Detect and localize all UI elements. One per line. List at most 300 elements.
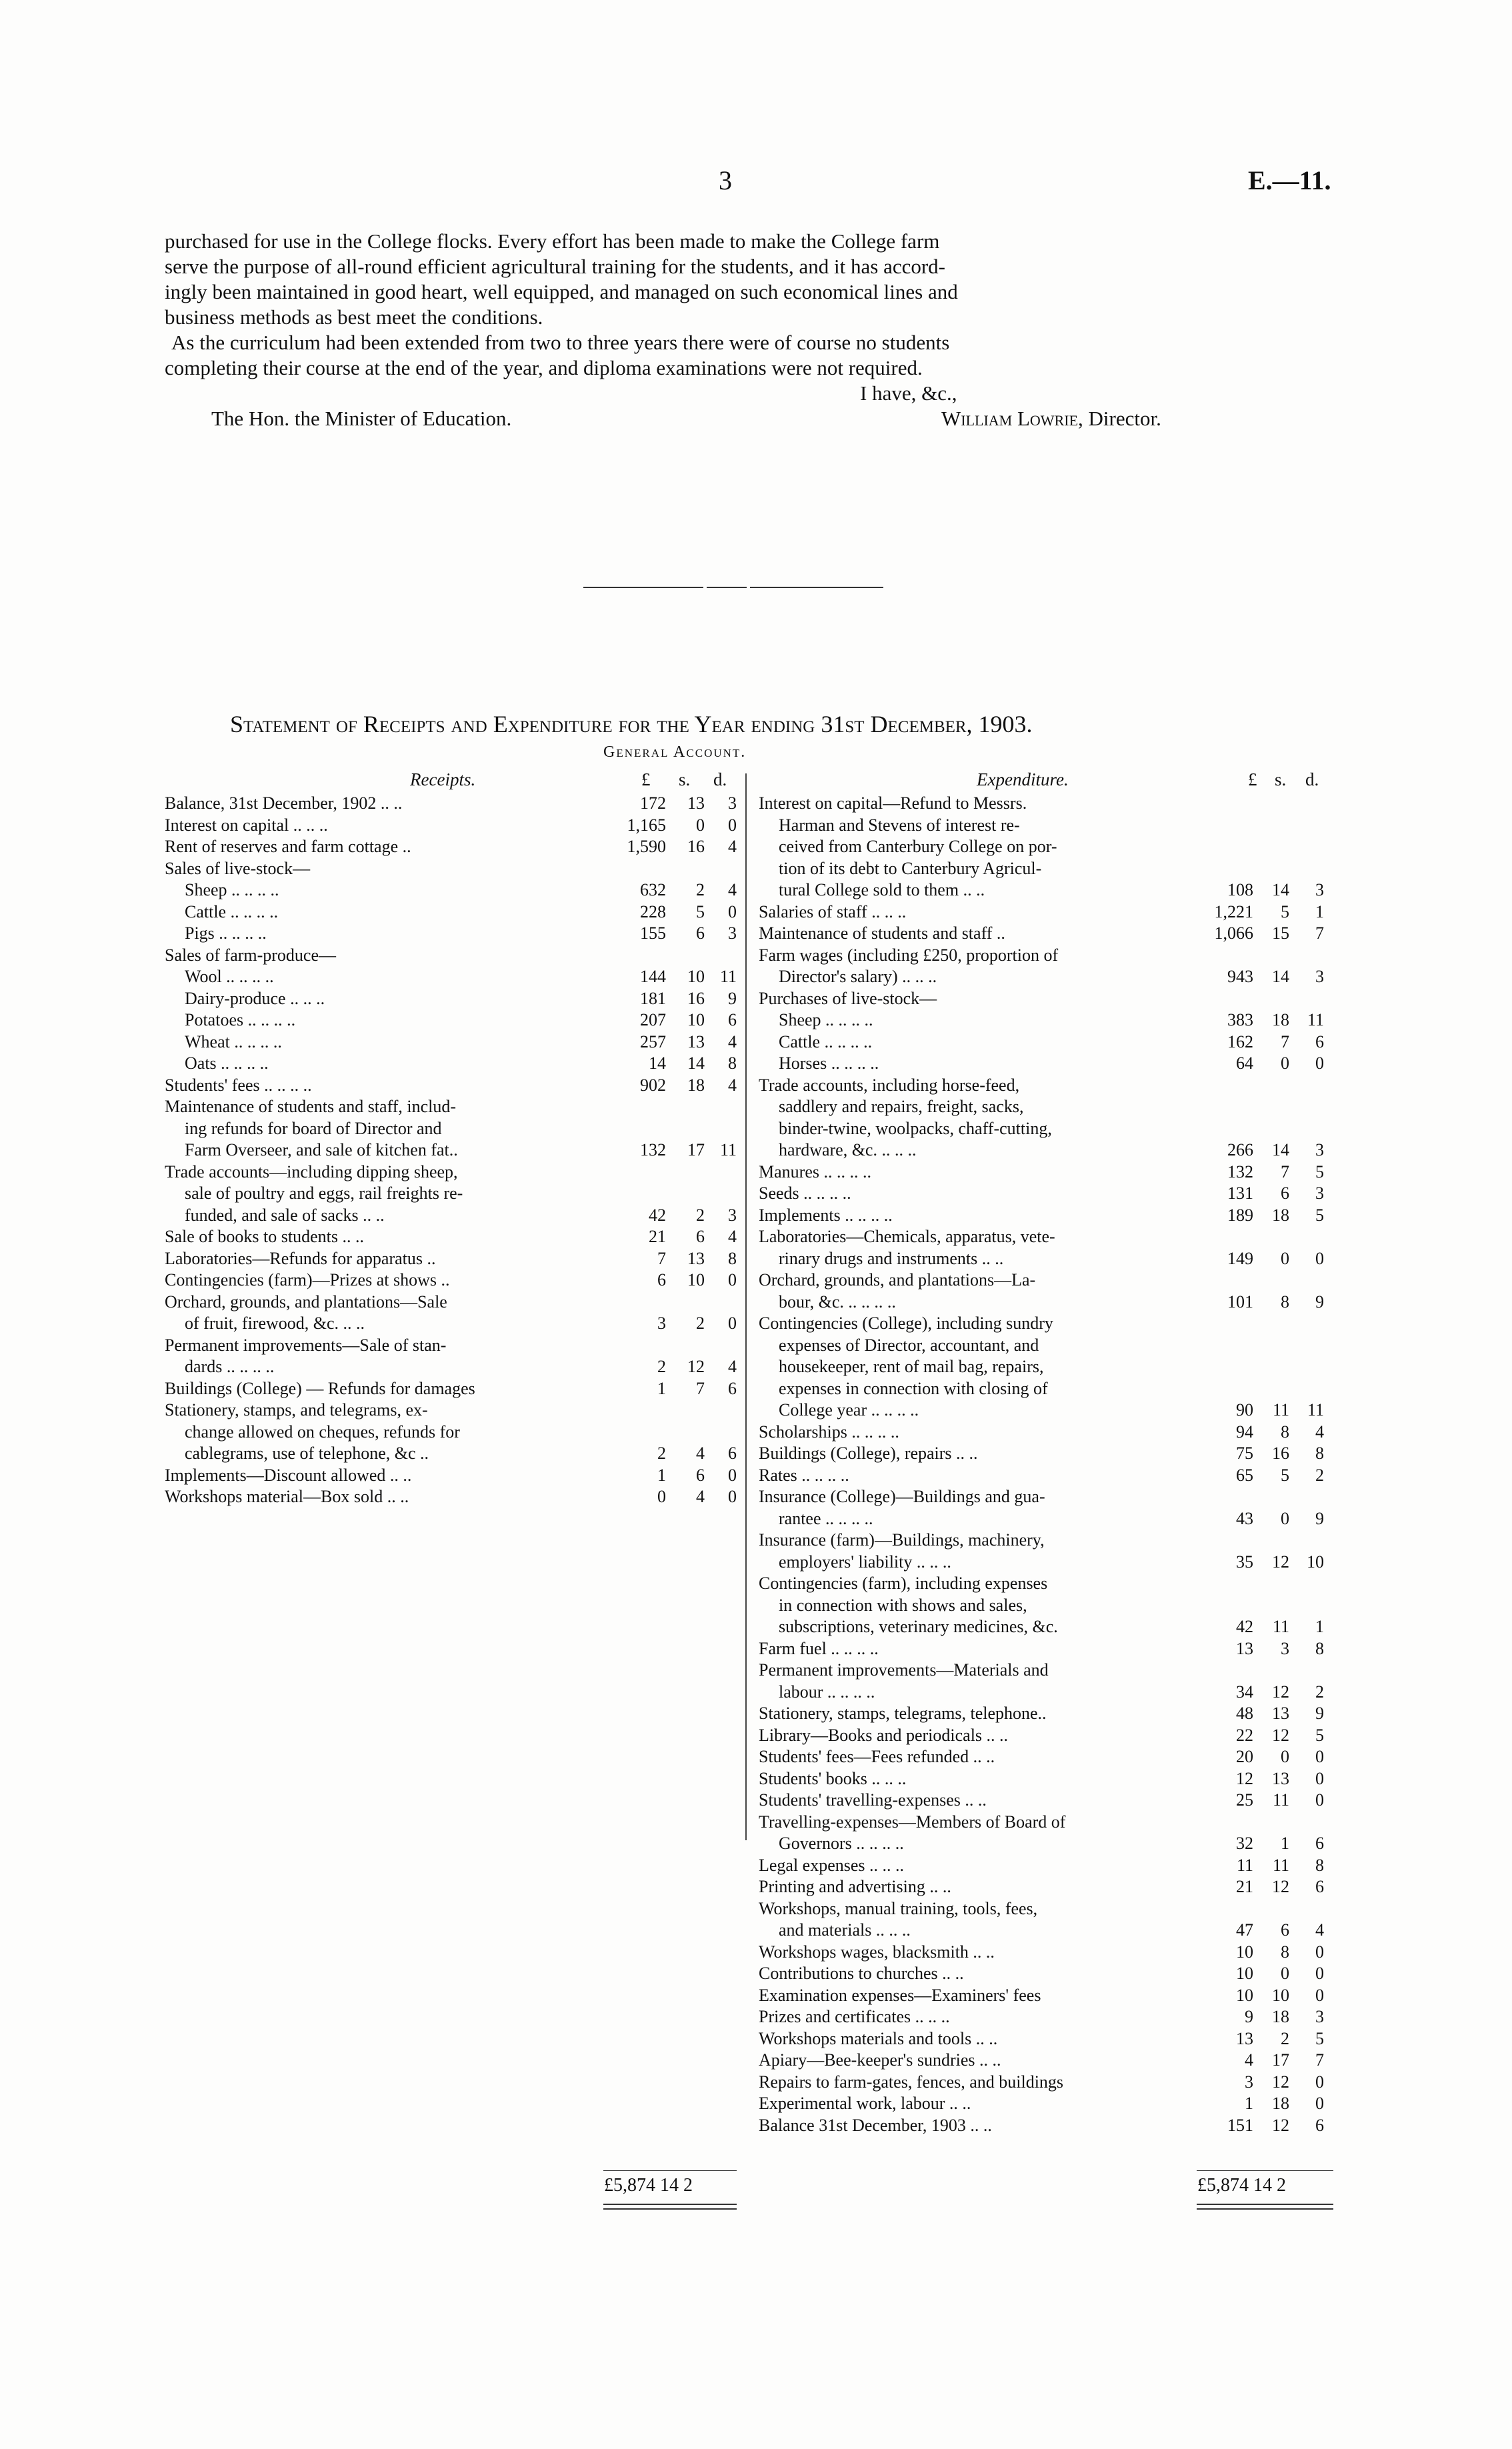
table-row bbox=[165, 1270, 738, 1292]
closing-phrase: I have, &c., bbox=[860, 381, 957, 405]
row-label: change allowed on cheques, refunds for bbox=[185, 1422, 460, 1442]
table-row bbox=[165, 1422, 738, 1444]
row-label: ing refunds for board of Director and bbox=[185, 1118, 442, 1138]
amount-shillings: 6 bbox=[1281, 1920, 1289, 1940]
amount-pence: 5 bbox=[1315, 2028, 1324, 2048]
table-row bbox=[759, 2115, 1332, 2137]
amount-pence: 11 bbox=[1307, 1400, 1324, 1420]
amount-pence: 0 bbox=[728, 815, 737, 835]
row-label: Workshops, manual training, tools, fees, bbox=[759, 1898, 1038, 1918]
amount-pence: 6 bbox=[1315, 1834, 1324, 1853]
amount-pence: 3 bbox=[1315, 967, 1324, 986]
row-label: Insurance (farm)—Buildings, machinery, bbox=[759, 1530, 1045, 1550]
amount-shillings: 12 bbox=[1272, 2115, 1289, 2135]
amount-shillings: 11 bbox=[1272, 1855, 1289, 1875]
row-label: Manures .. .. .. .. bbox=[759, 1161, 871, 1181]
table-row bbox=[759, 1616, 1332, 1638]
row-label: Interest on capital .. .. .. bbox=[165, 815, 328, 835]
table-row bbox=[759, 945, 1332, 967]
row-label: Horses .. .. .. .. bbox=[779, 1053, 879, 1073]
section-divider bbox=[707, 587, 747, 588]
amount-shillings: 13 bbox=[1272, 1768, 1289, 1788]
amount-pence: 3 bbox=[728, 923, 737, 943]
amount-shillings: 0 bbox=[696, 815, 705, 835]
table-row bbox=[165, 901, 738, 923]
amount-shillings: 12 bbox=[1272, 1725, 1289, 1745]
amount-pounds: 12 bbox=[1236, 1768, 1253, 1788]
row-label: Trade accounts—including dipping sheep, bbox=[165, 1161, 458, 1181]
amount-shillings: 11 bbox=[1272, 1617, 1289, 1636]
amount-pence: 0 bbox=[1315, 2094, 1324, 2113]
table-row bbox=[759, 2093, 1332, 2115]
table-row bbox=[759, 1725, 1332, 1747]
receipts-heading: Receipts. bbox=[410, 769, 476, 789]
expenditure-total: £5,874 14 2 bbox=[1197, 2175, 1286, 2196]
amount-shillings: 3 bbox=[1281, 1638, 1289, 1658]
amount-pounds: 149 bbox=[1227, 1248, 1253, 1268]
table-row bbox=[165, 793, 738, 815]
table-row bbox=[165, 1313, 738, 1335]
amount-pence: 0 bbox=[1315, 1248, 1324, 1268]
row-label: tural College sold to them .. .. bbox=[779, 880, 985, 899]
amount-shillings: 6 bbox=[696, 1465, 705, 1485]
row-label: Wheat .. .. .. .. bbox=[185, 1031, 282, 1051]
row-label: Balance, 31st December, 1902 .. .. bbox=[165, 793, 403, 813]
row-label: of fruit, firewood, &c. .. .. bbox=[185, 1314, 365, 1333]
paragraph-line: serve the purpose of all-round efficient agricultural training for the students, and it has accord- bbox=[165, 255, 945, 278]
row-label: Potatoes .. .. .. .. bbox=[185, 1010, 296, 1029]
table-row bbox=[759, 1270, 1332, 1292]
section-divider bbox=[750, 587, 883, 588]
table-row bbox=[165, 879, 738, 901]
row-label: Interest on capital—Refund to Messrs. bbox=[759, 793, 1027, 813]
amount-shillings: 2 bbox=[1281, 2028, 1289, 2048]
amount-pounds: 383 bbox=[1227, 1010, 1253, 1029]
row-label: Orchard, grounds, and plantations—Sale bbox=[165, 1292, 447, 1312]
table-row bbox=[165, 1443, 738, 1465]
total-rule bbox=[1197, 2170, 1333, 2171]
paragraph-2 bbox=[165, 330, 1328, 381]
table-row bbox=[759, 1139, 1332, 1161]
amount-shillings: 18 bbox=[1272, 2094, 1289, 2113]
expenditure-heading: Expenditure. bbox=[977, 769, 1069, 789]
row-label: Sheep .. .. .. .. bbox=[185, 880, 279, 899]
row-label: Students' travelling-expenses .. .. bbox=[759, 1790, 987, 1810]
amount-pence: 1 bbox=[1315, 1617, 1324, 1636]
amount-pounds: 4 bbox=[1245, 2050, 1253, 2070]
amount-pence: 4 bbox=[728, 1357, 737, 1376]
amount-pence: 4 bbox=[728, 880, 737, 899]
row-label: dards .. .. .. .. bbox=[185, 1357, 275, 1376]
total-double-rule bbox=[1197, 2204, 1333, 2205]
statement-title bbox=[230, 710, 1033, 738]
table-row bbox=[759, 836, 1332, 858]
table-row bbox=[759, 1660, 1332, 1682]
row-label: Rent of reserves and farm cottage .. bbox=[165, 837, 411, 856]
amount-shillings: 12 bbox=[1272, 1682, 1289, 1702]
table-row bbox=[759, 1963, 1332, 1985]
row-label: and materials .. .. .. bbox=[779, 1920, 911, 1940]
amount-pounds: 43 bbox=[1236, 1508, 1253, 1528]
amount-shillings: 6 bbox=[696, 1227, 705, 1246]
table-row bbox=[759, 1595, 1332, 1617]
amount-shillings: 5 bbox=[1281, 1465, 1289, 1485]
table-row bbox=[165, 1248, 738, 1270]
amount-pounds: 22 bbox=[1236, 1725, 1253, 1745]
table-row bbox=[165, 1031, 738, 1053]
row-label: Balance 31st December, 1903 .. .. bbox=[759, 2115, 992, 2135]
amount-pounds: 902 bbox=[640, 1075, 666, 1095]
amount-pounds: 7 bbox=[657, 1248, 666, 1268]
table-row bbox=[759, 1768, 1332, 1790]
row-label: Stationery, stamps, and telegrams, ex- bbox=[165, 1400, 428, 1420]
table-row bbox=[165, 1118, 738, 1140]
row-label: expenses of Director, accountant, and bbox=[779, 1335, 1039, 1355]
pence-header: d. bbox=[1305, 769, 1319, 789]
table-row bbox=[759, 1638, 1332, 1660]
amount-shillings: 10 bbox=[687, 1010, 705, 1029]
amount-shillings: 2 bbox=[696, 880, 705, 899]
table-row bbox=[759, 1378, 1332, 1400]
table-row bbox=[165, 1378, 738, 1400]
amount-shillings: 13 bbox=[687, 1248, 705, 1268]
amount-pounds: 1 bbox=[657, 1378, 666, 1398]
amount-pounds: 207 bbox=[640, 1010, 666, 1029]
amount-pence: 3 bbox=[1315, 1140, 1324, 1159]
table-row bbox=[759, 1552, 1332, 1574]
row-label: Scholarships .. .. .. .. bbox=[759, 1422, 899, 1442]
amount-pounds: 35 bbox=[1236, 1552, 1253, 1572]
table-row bbox=[165, 1486, 738, 1508]
table-row bbox=[759, 1876, 1332, 1898]
amount-shillings: 2 bbox=[696, 1205, 705, 1225]
amount-pence: 3 bbox=[1315, 880, 1324, 899]
amount-shillings: 14 bbox=[687, 1053, 705, 1073]
amount-shillings: 12 bbox=[1272, 2072, 1289, 2092]
amount-pounds: 65 bbox=[1236, 1465, 1253, 1485]
amount-shillings: 5 bbox=[1281, 901, 1289, 921]
amount-pounds: 1 bbox=[657, 1465, 666, 1485]
table-row bbox=[165, 1096, 738, 1118]
paragraph-line: completing their course at the end of the year, and diploma examinations were not required. bbox=[165, 356, 923, 379]
amount-pounds: 266 bbox=[1227, 1140, 1253, 1159]
amount-pounds: 75 bbox=[1236, 1444, 1253, 1463]
amount-pence: 8 bbox=[728, 1053, 737, 1073]
amount-pence: 0 bbox=[1315, 1942, 1324, 1962]
row-label: Apiary—Bee-keeper's sundries .. .. bbox=[759, 2050, 1001, 2070]
amount-pounds: 3 bbox=[1245, 2072, 1253, 2092]
amount-pounds: 2 bbox=[657, 1444, 666, 1463]
row-label: Farm wages (including £250, proportion of bbox=[759, 945, 1059, 965]
amount-pounds: 10 bbox=[1236, 1964, 1253, 1983]
amount-shillings: 8 bbox=[1281, 1942, 1289, 1962]
amount-pence: 5 bbox=[1315, 1205, 1324, 1225]
signature-title: , Director. bbox=[1078, 407, 1161, 430]
amount-pence: 3 bbox=[728, 1205, 737, 1225]
row-label: Contributions to churches .. .. bbox=[759, 1964, 964, 1983]
row-label: Permanent improvements—Sale of stan- bbox=[165, 1335, 447, 1355]
amount-pounds: 14 bbox=[649, 1053, 666, 1073]
row-label: Seeds .. .. .. .. bbox=[759, 1183, 851, 1203]
table-row bbox=[759, 1443, 1332, 1465]
amount-shillings: 4 bbox=[696, 1487, 705, 1506]
row-label: Buildings (College), repairs .. .. bbox=[759, 1444, 978, 1463]
amount-shillings: 11 bbox=[1272, 1400, 1289, 1420]
table-row bbox=[165, 1226, 738, 1248]
table-row bbox=[759, 879, 1332, 901]
table-row bbox=[759, 1573, 1332, 1595]
amount-pence: 4 bbox=[728, 837, 737, 856]
paragraph-line: business methods as best meet the conditions. bbox=[165, 305, 543, 329]
row-label: Contingencies (farm)—Prizes at shows .. bbox=[165, 1270, 450, 1290]
amount-shillings: 18 bbox=[687, 1075, 705, 1095]
table-row bbox=[759, 2072, 1332, 2094]
amount-shillings: 12 bbox=[1272, 1877, 1289, 1896]
row-label: Workshops material—Box sold .. .. bbox=[165, 1487, 409, 1506]
amount-pence: 9 bbox=[728, 988, 737, 1008]
amount-pence: 6 bbox=[728, 1010, 737, 1029]
amount-pounds: 94 bbox=[1236, 1422, 1253, 1442]
amount-pence: 9 bbox=[1315, 1292, 1324, 1312]
amount-pounds: 47 bbox=[1236, 1920, 1253, 1940]
column-divider bbox=[745, 773, 747, 1840]
amount-pence: 4 bbox=[1315, 1920, 1324, 1940]
amount-shillings: 15 bbox=[1272, 923, 1289, 943]
table-row bbox=[759, 1335, 1332, 1357]
table-row bbox=[759, 1400, 1332, 1422]
table-row bbox=[165, 1139, 738, 1161]
amount-shillings: 13 bbox=[1272, 1704, 1289, 1723]
amount-pence: 4 bbox=[728, 1031, 737, 1051]
amount-pounds: 42 bbox=[649, 1205, 666, 1225]
amount-pence: 5 bbox=[1315, 1725, 1324, 1745]
amount-pence: 8 bbox=[1315, 1855, 1324, 1875]
table-row bbox=[759, 1790, 1332, 1812]
table-row bbox=[165, 858, 738, 880]
row-label: Sale of books to students .. .. bbox=[165, 1227, 364, 1246]
row-label: hardware, &c. .. .. .. bbox=[779, 1140, 917, 1159]
row-label: Pigs .. .. .. .. bbox=[185, 923, 267, 943]
report-reference: E.—11. bbox=[1248, 165, 1331, 195]
amount-pounds: 632 bbox=[640, 880, 666, 899]
table-row bbox=[759, 1118, 1332, 1140]
row-label: Farm Overseer, and sale of kitchen fat.. bbox=[185, 1140, 458, 1159]
row-label: ceived from Canterbury College on por- bbox=[779, 837, 1057, 856]
amount-pence: 3 bbox=[728, 793, 737, 813]
table-row bbox=[759, 1898, 1332, 1920]
table-row bbox=[759, 2006, 1332, 2028]
amount-pence: 7 bbox=[1315, 923, 1324, 943]
amount-pounds: 189 bbox=[1227, 1205, 1253, 1225]
shillings-header: s. bbox=[1275, 769, 1287, 789]
table-row bbox=[165, 1161, 738, 1183]
shillings-header: s. bbox=[679, 769, 691, 789]
row-label: Maintenance of students and staff .. bbox=[759, 923, 1005, 943]
amount-pence: 4 bbox=[728, 1075, 737, 1095]
expenditure-table bbox=[759, 793, 1332, 2136]
row-label: subscriptions, veterinary medicines, &c. bbox=[779, 1617, 1058, 1636]
signature bbox=[941, 407, 1161, 431]
amount-pounds: 144 bbox=[640, 967, 666, 986]
amount-pence: 0 bbox=[728, 901, 737, 921]
amount-pounds: 1,165 bbox=[627, 815, 666, 835]
row-label: Cattle .. .. .. .. bbox=[779, 1031, 873, 1051]
row-label: Oats .. .. .. .. bbox=[185, 1053, 269, 1073]
amount-pence: 0 bbox=[728, 1314, 737, 1333]
addressee: The Hon. the Minister of Education. bbox=[211, 407, 512, 430]
amount-pence: 2 bbox=[1315, 1682, 1324, 1702]
row-label: Students' books .. .. .. bbox=[759, 1768, 907, 1788]
row-label: Students' fees—Fees refunded .. .. bbox=[759, 1747, 995, 1766]
amount-shillings: 14 bbox=[1272, 880, 1289, 899]
table-row bbox=[759, 1812, 1332, 1834]
amount-pounds: 25 bbox=[1236, 1790, 1253, 1810]
table-row bbox=[759, 793, 1332, 815]
table-row bbox=[759, 1855, 1332, 1877]
amount-pence: 0 bbox=[1315, 1964, 1324, 1983]
row-label: Maintenance of students and staff, includ- bbox=[165, 1097, 457, 1116]
amount-shillings: 7 bbox=[1281, 1031, 1289, 1051]
row-label: Insurance (College)—Buildings and gua- bbox=[759, 1487, 1045, 1506]
row-label: Cattle .. .. .. .. bbox=[185, 901, 279, 921]
row-label: sale of poultry and eggs, rail freights re- bbox=[185, 1183, 463, 1203]
receipts-total: £5,874 14 2 bbox=[604, 2175, 693, 2196]
table-row bbox=[165, 945, 738, 967]
table-row bbox=[759, 1205, 1332, 1227]
amount-shillings: 16 bbox=[687, 988, 705, 1008]
signature-name: William Lowrie bbox=[941, 407, 1079, 430]
amount-pence: 9 bbox=[1315, 1704, 1324, 1723]
statement-title-text: Statement of Receipts and Expenditure for the Year ending 31st December, 1903. bbox=[230, 711, 1033, 737]
statement-subtitle: General Account. bbox=[603, 743, 747, 761]
paragraph-line: As the curriculum had been extended from two to three years there were of course no students bbox=[171, 331, 950, 354]
row-label: College year .. .. .. .. bbox=[779, 1400, 919, 1420]
table-row bbox=[759, 1682, 1332, 1704]
amount-pounds: 132 bbox=[1227, 1161, 1253, 1181]
table-row bbox=[165, 1400, 738, 1422]
amount-shillings: 11 bbox=[1272, 1790, 1289, 1810]
table-row bbox=[165, 815, 738, 837]
row-label: Printing and advertising .. .. bbox=[759, 1877, 951, 1896]
row-label: Workshops materials and tools .. .. bbox=[759, 2028, 998, 2048]
amount-shillings: 1 bbox=[1281, 1834, 1289, 1853]
amount-pounds: 172 bbox=[640, 793, 666, 813]
table-row bbox=[759, 815, 1332, 837]
row-label: Orchard, grounds, and plantations—La- bbox=[759, 1270, 1036, 1290]
row-label: Wool .. .. .. .. bbox=[185, 967, 274, 986]
amount-shillings: 18 bbox=[1272, 1205, 1289, 1225]
row-label: Salaries of staff .. .. .. bbox=[759, 901, 907, 921]
amount-pence: 7 bbox=[1315, 2050, 1324, 2070]
table-row bbox=[759, 1486, 1332, 1508]
amount-pence: 0 bbox=[1315, 1053, 1324, 1073]
amount-shillings: 14 bbox=[1272, 967, 1289, 986]
amount-pounds: 11 bbox=[1236, 1855, 1253, 1875]
row-label: Prizes and certificates .. .. .. bbox=[759, 2007, 950, 2026]
table-row bbox=[165, 1335, 738, 1357]
table-row bbox=[759, 1031, 1332, 1053]
table-row bbox=[759, 1248, 1332, 1270]
amount-shillings: 0 bbox=[1281, 1248, 1289, 1268]
amount-pounds: 13 bbox=[1236, 1638, 1253, 1658]
row-label: Stationery, stamps, telegrams, telephone.. bbox=[759, 1704, 1047, 1723]
amount-shillings: 13 bbox=[687, 793, 705, 813]
amount-pounds: 131 bbox=[1227, 1183, 1253, 1203]
row-label: Contingencies (College), including sundry bbox=[759, 1314, 1053, 1333]
amount-pounds: 21 bbox=[649, 1227, 666, 1246]
amount-pounds: 2 bbox=[657, 1357, 666, 1376]
row-label: Implements .. .. .. .. bbox=[759, 1205, 893, 1225]
table-row bbox=[759, 1422, 1332, 1444]
row-label: Workshops wages, blacksmith .. .. bbox=[759, 1942, 995, 1962]
amount-pounds: 10 bbox=[1236, 1942, 1253, 1962]
row-label: Sales of farm-produce— bbox=[165, 945, 337, 965]
amount-shillings: 10 bbox=[1272, 1985, 1289, 2005]
row-label: tion of its debt to Canterbury Agricul- bbox=[779, 858, 1042, 878]
amount-shillings: 16 bbox=[1272, 1444, 1289, 1463]
table-row bbox=[165, 1075, 738, 1097]
amount-pence: 0 bbox=[728, 1270, 737, 1290]
table-row bbox=[759, 858, 1332, 880]
table-row bbox=[759, 1313, 1332, 1335]
amount-shillings: 0 bbox=[1281, 1964, 1289, 1983]
row-label: Harman and Stevens of interest re- bbox=[779, 815, 1020, 835]
amount-pounds: 943 bbox=[1227, 967, 1253, 986]
row-label: cablegrams, use of telephone, &c .. bbox=[185, 1444, 429, 1463]
table-row bbox=[759, 1833, 1332, 1855]
table-row bbox=[165, 966, 738, 988]
total-double-rule bbox=[603, 2208, 737, 2210]
row-label: bour, &c. .. .. .. .. bbox=[779, 1292, 896, 1312]
amount-pence: 11 bbox=[1307, 1010, 1324, 1029]
table-row bbox=[759, 1096, 1332, 1118]
amount-pounds: 108 bbox=[1227, 880, 1253, 899]
row-label: Implements—Discount allowed .. .. bbox=[165, 1465, 412, 1485]
amount-shillings: 5 bbox=[696, 901, 705, 921]
paragraph-1 bbox=[165, 229, 1328, 330]
table-row bbox=[165, 1183, 738, 1205]
table-row bbox=[759, 1009, 1332, 1031]
total-rule bbox=[603, 2170, 737, 2171]
amount-pence: 5 bbox=[1315, 1161, 1324, 1181]
table-row bbox=[165, 1292, 738, 1314]
amount-shillings: 6 bbox=[1281, 1183, 1289, 1203]
amount-pounds: 228 bbox=[640, 901, 666, 921]
table-row bbox=[759, 2050, 1332, 2072]
row-label: Buildings (College) — Refunds for damages bbox=[165, 1378, 475, 1398]
amount-pounds: 20 bbox=[1236, 1747, 1253, 1766]
amount-pounds: 32 bbox=[1236, 1834, 1253, 1853]
row-label: Director's salary) .. .. .. bbox=[779, 967, 937, 986]
amount-pounds: 1,590 bbox=[627, 837, 666, 856]
table-row bbox=[165, 1356, 738, 1378]
pounds-header: £ bbox=[641, 769, 651, 789]
row-label: Sales of live-stock— bbox=[165, 858, 311, 878]
receipts-table bbox=[165, 793, 738, 1508]
row-label: binder-twine, woolpacks, chaff-cutting, bbox=[779, 1118, 1052, 1138]
amount-pounds: 1 bbox=[1245, 2094, 1253, 2113]
table-row bbox=[759, 1985, 1332, 2007]
row-label: housekeeper, rent of mail bag, repairs, bbox=[779, 1357, 1044, 1376]
amount-shillings: 12 bbox=[1272, 1552, 1289, 1572]
table-row bbox=[759, 1356, 1332, 1378]
amount-pence: 3 bbox=[1315, 2007, 1324, 2026]
amount-pence: 10 bbox=[1307, 1552, 1324, 1572]
amount-pounds: 155 bbox=[640, 923, 666, 943]
amount-shillings: 18 bbox=[1272, 2007, 1289, 2026]
amount-shillings: 12 bbox=[687, 1357, 705, 1376]
amount-pence: 6 bbox=[728, 1444, 737, 1463]
